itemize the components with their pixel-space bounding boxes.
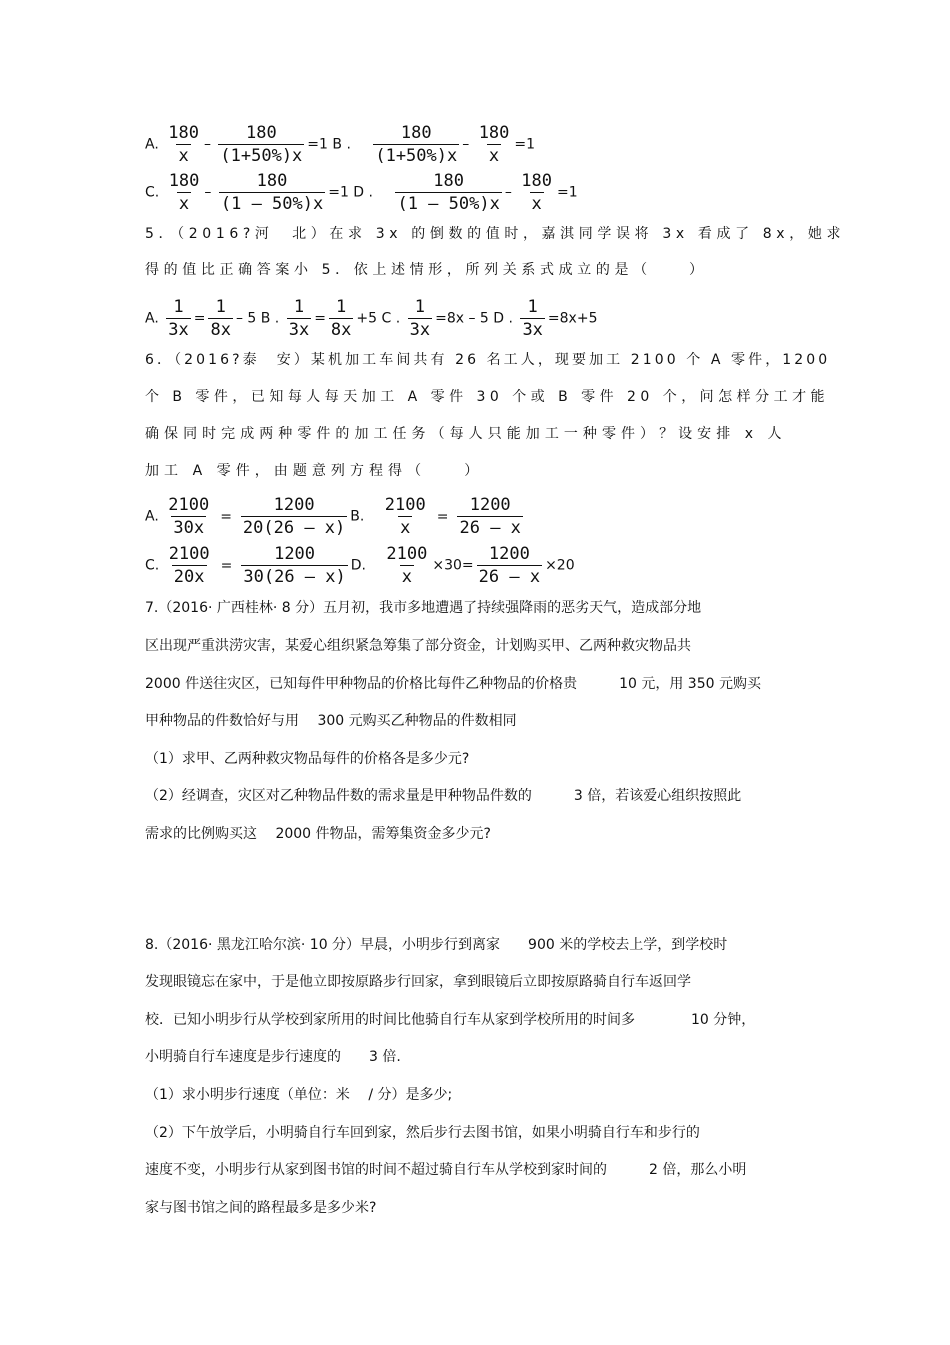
q6-c-fraction-1: $\frac{2100}{20x}$	[168, 544, 210, 587]
q8-part-1: （1）求小明步行速度（单位：米 / 分）是多少;	[145, 1087, 453, 1103]
q4-d-fraction-1: $\frac{180}{(1 - 50\%)x}$	[397, 171, 500, 214]
q6-c-fraction-2: $\frac{1200}{30(26 - x)}$	[243, 544, 346, 587]
q5-options: A. $\frac{1}{3x}$ = $\frac{1}{8x}$ – 5 B . $\frac{1}{3x}$ = $\frac{1}{8x}$ +5 C . $\frac{1}{3x}$ =8x – 5 D . $\frac{1}{3x}$ =8x+5	[145, 297, 598, 340]
q7-part-1: （1）求甲、乙两种救灾物品每件的价格各是多少元?	[145, 751, 470, 767]
q7-part-2-line-2: 需求的比例购买这 2000 件物品，需筹集资金多少元?	[145, 826, 491, 842]
q8-part-2-line-1: （2）下午放学后，小明骑自行车回到家，然后步行去图书馆，如果小明骑自行车和步行的	[145, 1125, 700, 1141]
q7-text-line-1: 7.（2016· 广西桂林· 8 分）五月初，我市多地遭遇了持续强降雨的恶劣天气，造成部分地	[145, 600, 702, 616]
q4-options-cd: C. $\frac{180}{x}$ – $\frac{180}{(1 - 50\%)x}$ =1 D . $\frac{180}{(1 - 50\%)x}$ – $\frac{180}{x}$ =1	[145, 171, 578, 214]
q6-options-cd: C. $\frac{2100}{20x}$ = $\frac{1200}{30(26 - x)}$ D. $\frac{2100}{x}$ ×30= $\frac{1200}{26 - x}$ ×20	[145, 544, 575, 587]
q7-part-2-line-1: （2）经调查，灾区对乙种物品件数的需求量是甲种物品件数的 3 倍，若该爱心组织按照此	[145, 788, 742, 804]
q8-text-line-4: 小明骑自行车速度是步行速度的 3 倍.	[145, 1049, 401, 1065]
q7-text-line-2: 区出现严重洪涝灾害，某爱心组织紧急筹集了部分资金，计划购买甲、乙两种救灾物品共	[145, 638, 691, 654]
q8-text-line-1: 8.（2016· 黑龙江哈尔滨· 10 分）早晨，小明步行到离家 900 米的学校去上学，到学校时	[145, 937, 728, 953]
q4-d-fraction-2: $\frac{180}{x}$	[521, 171, 552, 214]
q8-text-line-2: 发现眼镜忘在家中，于是他立即按原路步行回家，拿到眼镜后立即按原路骑自行车返回学	[145, 974, 691, 990]
q4-a-fraction-1: $\frac{180}{x}$	[168, 123, 199, 166]
q4-a-fraction-2: $\frac{180}{(1+50\%)x}$	[220, 123, 303, 166]
q6-a-fraction-1: $\frac{2100}{30x}$	[168, 495, 210, 538]
q6-d-fraction-1: $\frac{2100}{x}$	[386, 544, 428, 587]
q5-text-line-1: 5．（2016?河 北）在求 3x 的倒数的值时，嘉淇同学误将 3x 看成了 8x，她求	[145, 226, 846, 242]
q5-b-fraction-1: $\frac{1}{3x}$	[288, 297, 310, 340]
q6-text-line-4: 加工 A 零件，由题意列方程得（ ）	[145, 463, 484, 479]
q6-options-ab: A. $\frac{2100}{30x}$ = $\frac{1200}{20(26 - x)}$ B. $\frac{2100}{x}$ = $\frac{1200}{26 - x}$	[145, 495, 521, 538]
q4-c-fraction-2: $\frac{180}{(1 - 50\%)x}$	[220, 171, 324, 214]
q5-a-label: A.	[145, 310, 159, 327]
q6-text-line-3: 确保同时完成两种零件的加工任务（每人只能加工一种零件）？设安排 x 人	[145, 426, 787, 442]
q4-c-label: C.	[145, 184, 160, 201]
q6-c-label: C.	[145, 557, 160, 574]
q7-text-line-4: 甲种物品的件数恰好与用 300 元购买乙种物品的件数相同	[145, 713, 517, 729]
q6-b-fraction-1: $\frac{2100}{x}$	[384, 495, 426, 538]
q5-text-line-2: 得的值比正确答案小 5．依上述情形，所列关系式成立的是（ ）	[145, 262, 708, 278]
q4-options-ab: A. $\frac{180}{x}$ – $\frac{180}{(1+50\%)x}$ =1 B . $\frac{180}{(1+50\%)x}$ – $\frac{180}{x}$ =1	[145, 123, 536, 166]
q6-a-fraction-2: $\frac{1200}{20(26 - x)}$	[242, 495, 346, 538]
q4-b-fraction-2: $\frac{180}{x}$	[478, 123, 510, 166]
q4-a-label: A.	[145, 136, 159, 153]
q5-a-fraction-1: $\frac{1}{3x}$	[168, 297, 189, 340]
q6-b-fraction-2: $\frac{1200}{26 - x}$	[459, 495, 521, 538]
q5-b-fraction-2: $\frac{1}{8x}$	[330, 297, 352, 340]
q8-part-2-line-2: 速度不变，小明步行从家到图书馆的时间不超过骑自行车从学校到家时间的 2 倍，那么小明	[145, 1162, 747, 1178]
q5-d-fraction-1: $\frac{1}{3x}$	[522, 297, 543, 340]
q6-text-line-2: 个 B 零件，已知每人每天加工 A 零件 30 个或 B 零件 20 个，问怎样分工才能	[145, 389, 830, 405]
q7-text-line-3: 2000 件送往灾区，已知每件甲种物品的价格比每件乙种物品的价格贵 10 元，用 350 元购买	[145, 676, 761, 692]
q5-a-fraction-2: $\frac{1}{8x}$	[210, 297, 231, 340]
q5-c-fraction-1: $\frac{1}{3x}$	[409, 297, 431, 340]
q4-b-fraction-1: $\frac{180}{(1+50\%)x}$	[375, 123, 458, 166]
q8-part-2-line-3: 家与图书馆之间的路程最多是多少米?	[145, 1200, 377, 1216]
q4-c-fraction-1: $\frac{180}{x}$	[168, 171, 200, 214]
q6-text-line-1: 6．（2016?泰 安）某机加工车间共有 26 名工人，现要加工 2100 个 A 零件，1200	[145, 352, 831, 368]
q6-a-label: A.	[145, 508, 159, 525]
q6-d-fraction-2: $\frac{1200}{26 - x}$	[478, 544, 541, 587]
q8-text-line-3: 校．已知小明步行从学校到家所用的时间比他骑自行车从家到学校所用的时间多 10 分钟，	[145, 1012, 756, 1028]
